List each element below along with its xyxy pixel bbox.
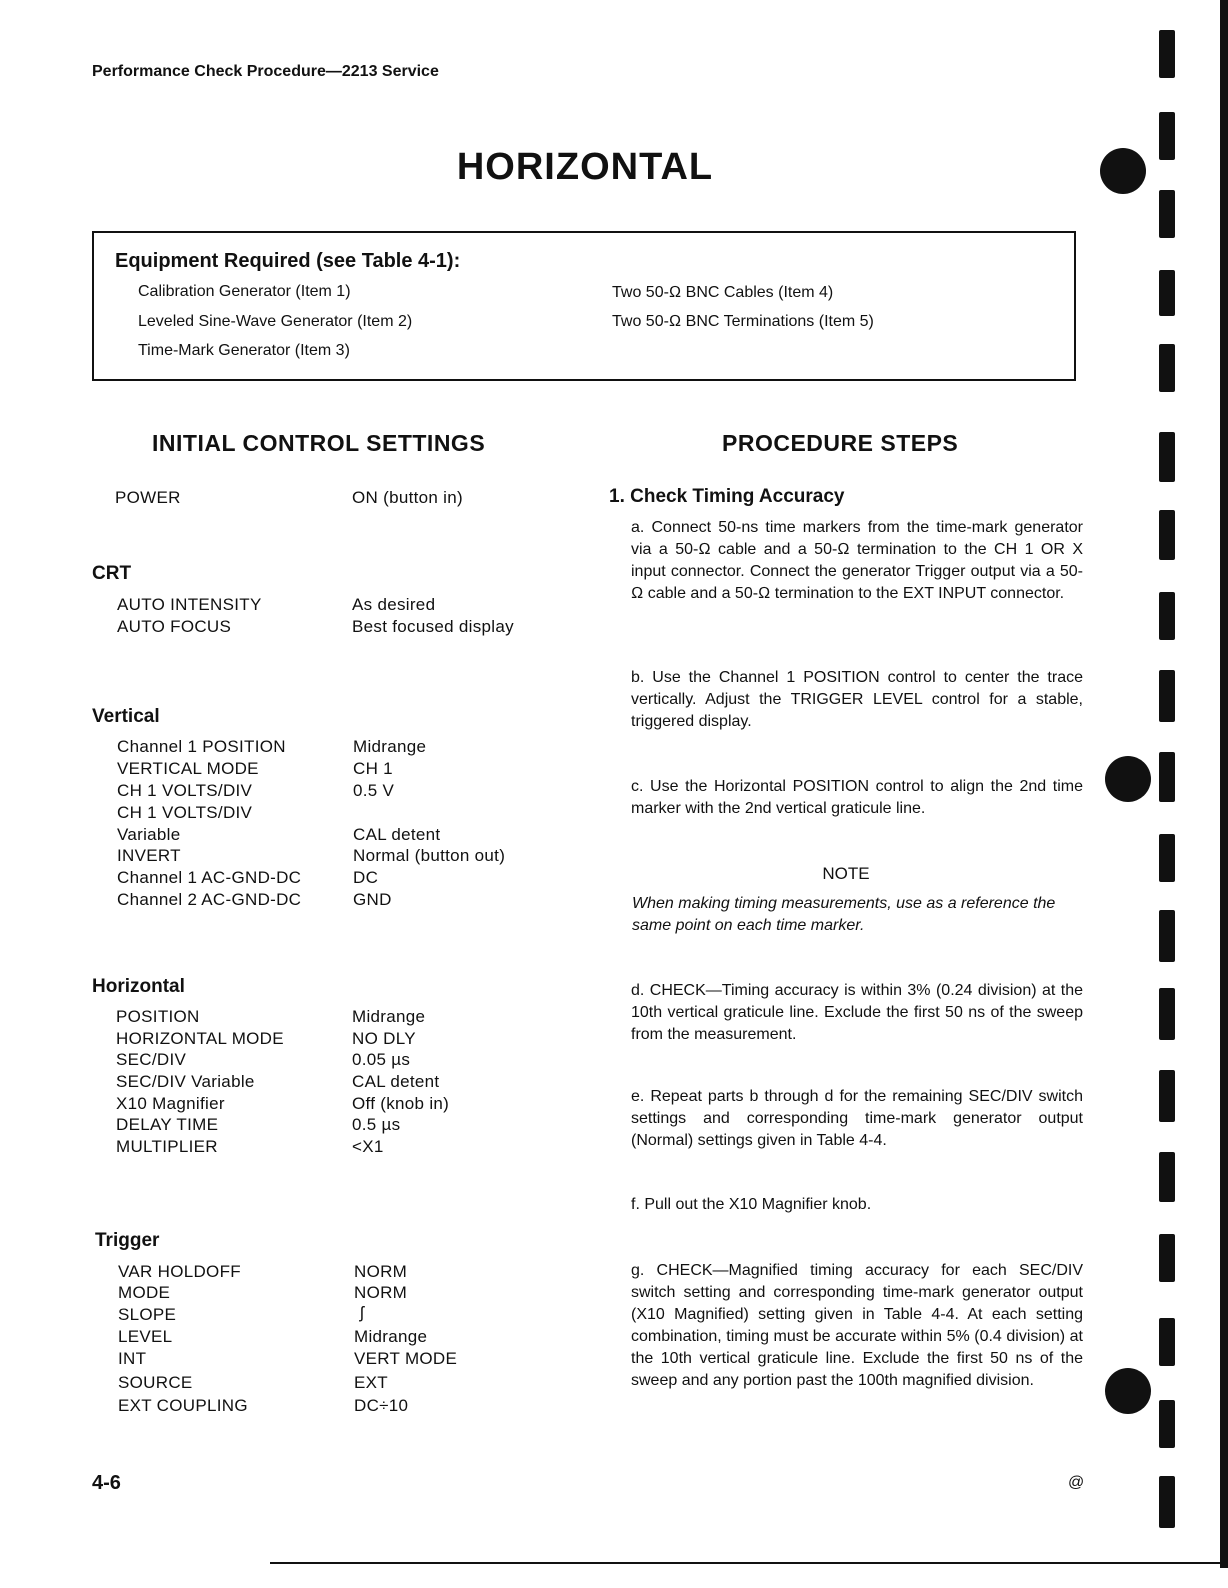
margin-mark [1159,834,1175,882]
margin-mark [1159,910,1175,962]
margin-mark [1159,270,1175,316]
setting-label: HORIZONTAL MODE [116,1029,284,1048]
margin-mark [1159,190,1175,238]
setting-label: Channel 1 AC-GND-DC [117,868,302,887]
margin-mark [1159,1318,1175,1366]
setting-label: SEC/DIV [116,1050,187,1069]
note-title: NOTE [822,864,870,883]
setting-value: EXT [354,1373,388,1392]
margin-mark [1159,510,1175,560]
slope-symbol: ʃ [360,1303,365,1322]
punch-hole [1105,1368,1151,1414]
setting-value: <X1 [352,1137,384,1156]
page-title: HORIZONTAL [456,146,714,188]
setting-value: NORM [354,1262,408,1281]
setting-value: Midrange [352,1007,426,1026]
vertical-heading: Vertical [92,706,160,727]
setting-label: POSITION [116,1007,200,1026]
margin-mark [1159,112,1175,160]
margin-mark [1159,592,1175,640]
setting-label: VERTICAL MODE [117,759,259,778]
margin-mark [1159,988,1175,1040]
setting-label: CH 1 VOLTS/DIV [117,803,253,822]
setting-value: 0.5 µs [352,1115,401,1134]
step-c-text: c. Use the Horizontal POSITION control to align the 2nd time marker with the 2nd vertical graticule line. [631,778,1083,817]
punch-hole [1105,756,1151,802]
setting-label: MULTIPLIER [116,1137,218,1156]
step-g [609,1260,1083,1392]
setting-label: SOURCE [118,1373,193,1392]
setting-label: EXT COUPLING [118,1396,248,1415]
setting-label: AUTO INTENSITY [117,595,262,614]
crt-heading: CRT [92,563,132,584]
margin-mark [1159,752,1175,802]
page-edge-bar [1220,0,1228,1568]
trigger-heading: Trigger [95,1230,160,1251]
margin-mark [1159,1476,1175,1528]
setting-label: VAR HOLDOFF [118,1262,241,1281]
step-g-text: g. CHECK—Magnified timing accuracy for each SEC/DIV switch setting and corresponding time-mark generator output (X10 Magnified) setting given in Table 4-4. At each setting combination, timing must be accurate within 5% (0.4 division) at the 10th vertical graticule line. Exclude the first 50 ns of the sweep and any portion past the 100th magnified division. [631,1262,1083,1389]
setting-value: NO DLY [352,1029,416,1048]
margin-mark [1159,1400,1175,1448]
step-d [609,980,1083,1046]
step-a [609,517,1083,605]
margin-mark [1159,1070,1175,1122]
setting-value: DC÷10 [354,1396,409,1415]
step-a-text: a. Connect 50-ns time markers from the time-mark generator via a 50-Ω cable and a 50-Ω termination to the CH 1 OR X input connector. Connect the generator Trigger output via a 50-Ω cable and a 50-Ω termination to the EXT INPUT connector. [631,519,1083,602]
setting-label: DELAY TIME [116,1115,219,1134]
equipment-title: Equipment Required (see Table 4-1): [115,250,461,272]
equipment-item: Leveled Sine-Wave Generator (Item 2) [138,313,413,330]
setting-label: SEC/DIV Variable [116,1072,255,1091]
setting-value: GND [353,890,392,909]
margin-mark [1159,432,1175,482]
setting-label: SLOPE [118,1305,177,1324]
setting-value: Midrange [353,737,427,756]
setting-label-power: POWER [115,488,181,507]
setting-value: Best focused display [352,617,514,636]
step-c [609,776,1083,820]
setting-label: AUTO FOCUS [117,617,232,636]
equipment-item: Time-Mark Generator (Item 3) [138,342,350,359]
setting-label: LEVEL [118,1327,173,1346]
step-f-text: f. Pull out the X10 Magnifier knob. [631,1196,872,1213]
punch-hole [1100,148,1146,194]
setting-label: Channel 2 AC-GND-DC [117,890,302,909]
margin-mark [1159,1152,1175,1202]
setting-label: Channel 1 POSITION [117,737,286,756]
setting-value: CAL detent [353,825,441,844]
margin-mark [1159,30,1175,78]
setting-value: Off (knob in) [352,1094,450,1113]
setting-label: INT [118,1349,147,1368]
margin-mark [1159,1234,1175,1282]
horizontal-heading: Horizontal [92,976,185,997]
step-1-title: 1. Check Timing Accuracy [609,486,845,507]
note-text: When making timing measurements, use as a reference the same point on each time marker. [632,895,1056,934]
margin-mark [1159,670,1175,722]
step-e-text: e. Repeat parts b through d for the remaining SEC/DIV switch settings and corresponding time-mark generator output (Normal) settings given in Table 4-4. [631,1088,1083,1149]
setting-value: VERT MODE [354,1349,458,1368]
setting-label: MODE [118,1283,171,1302]
setting-value: 0.05 µs [352,1050,411,1069]
step-b [609,667,1083,733]
initial-settings-title: INITIAL CONTROL SETTINGS [152,430,486,456]
procedure-title: PROCEDURE STEPS [722,430,959,456]
running-head: Performance Check Procedure—2213 Service [92,63,439,80]
copyright-mark: @ [1068,1474,1085,1491]
setting-value: As desired [352,595,436,614]
setting-label: X10 Magnifier [116,1094,225,1113]
setting-label: CH 1 VOLTS/DIV [117,781,253,800]
setting-value: Midrange [354,1327,428,1346]
setting-value: CH 1 [353,759,393,778]
step-b-text: b. Use the Channel 1 POSITION control to center the trace vertically. Adjust the TRIGGER LEVEL control for a stable, triggered display. [631,669,1083,730]
setting-value: NORM [354,1283,408,1302]
setting-value: DC [353,868,379,887]
equipment-item: Two 50-Ω BNC Terminations (Item 5) [612,313,874,330]
margin-mark [1159,344,1175,392]
bottom-edge-line [270,1562,1228,1564]
setting-value: 0.5 V [353,781,395,800]
setting-value: Normal (button out) [353,846,506,865]
step-d-text: d. CHECK—Timing accuracy is within 3% (0.24 division) at the 10th vertical graticule line. Exclude the first 50 ns of the sweep from the measurement. [631,982,1083,1043]
step-f [609,1194,1083,1216]
equipment-item: Two 50-Ω BNC Cables (Item 4) [612,284,834,301]
setting-label: INVERT [117,846,181,865]
setting-value-power: ON (button in) [352,488,463,507]
setting-value: CAL detent [352,1072,440,1091]
step-e [609,1086,1083,1152]
page-number: 4-6 [92,1472,121,1494]
equipment-item: Calibration Generator (Item 1) [138,283,351,300]
setting-label: Variable [117,825,181,844]
